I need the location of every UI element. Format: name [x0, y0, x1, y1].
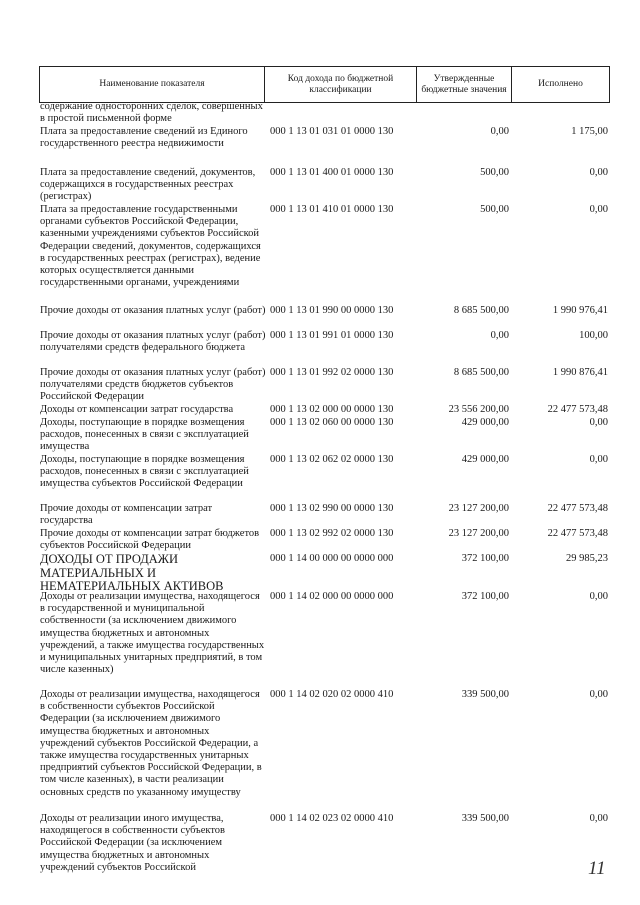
indicator-name: содержание односторонних сделок, совершенных в простой письменной форме [40, 101, 263, 125]
income-code: 000 1 14 02 000 00 0000 000 [270, 591, 394, 602]
executed-value: 22 477 573,48 [547, 404, 608, 415]
table-row [40, 528, 610, 553]
table-row [40, 689, 610, 813]
approved-value: 8 685 500,00 [453, 305, 509, 316]
table-row [40, 454, 610, 503]
income-code: 000 1 14 02 020 02 0000 410 [270, 689, 394, 700]
table-row [40, 305, 610, 330]
income-code: 000 1 14 00 000 00 0000 000 [270, 553, 394, 564]
header-indicator-name: Наименование показателя [40, 67, 265, 103]
executed-value: 0,00 [589, 591, 608, 602]
table-row [40, 330, 610, 367]
indicator-name: Доходы от реализации иного имущества, находящегося в собственности субъектов Российской Федерации (за исключением имущества бюджетных и автономных учреждений субъектов Российской [40, 813, 225, 873]
income-code: 000 1 13 02 060 00 0000 130 [270, 417, 394, 428]
income-code: 000 1 13 02 990 00 0000 130 [270, 503, 394, 514]
income-code: 000 1 13 01 031 01 0000 130 [270, 126, 394, 137]
executed-value: 22 477 573,48 [547, 528, 608, 539]
approved-value: 339 500,00 [461, 813, 509, 824]
table-row [40, 404, 610, 417]
indicator-name: Плата за предоставление сведений, документов, содержащихся в государственных реестрах (регистрах) [40, 167, 256, 203]
income-code: 000 1 13 01 992 02 0000 130 [270, 367, 394, 378]
header-income-code: Код дохода по бюджетной классификации [265, 67, 417, 103]
indicator-name: Доходы, поступающие в порядке возмещения расходов, понесенных в связи с эксплуатацией имущества субъектов Российской Федерации [40, 454, 249, 490]
table-row [40, 367, 610, 404]
executed-value: 1 175,00 [571, 126, 608, 137]
table-row [40, 417, 610, 454]
indicator-name: ДОХОДЫ ОТ ПРОДАЖИ МАТЕРИАЛЬНЫХ И НЕМАТЕРИАЛЬНЫХ АКТИВОВ [40, 552, 224, 593]
income-code: 000 1 13 01 400 01 0000 130 [270, 167, 394, 178]
indicator-name: Прочие доходы от оказания платных услуг (работ) получателями средств федерального бюджета [40, 330, 266, 354]
executed-value: 0,00 [589, 454, 608, 465]
executed-value: 0,00 [589, 689, 608, 700]
page-number: 11 [588, 858, 606, 879]
indicator-name: Плата за предоставление сведений из Единого государственного реестра недвижимости [40, 126, 248, 150]
approved-value: 23 127 200,00 [448, 528, 509, 539]
header-approved-values: Утвержденные бюджетные значения [417, 67, 512, 103]
income-code: 000 1 13 01 991 01 0000 130 [270, 330, 394, 341]
executed-value: 0,00 [589, 204, 608, 215]
executed-value: 1 990 976,41 [552, 305, 608, 316]
executed-value: 100,00 [579, 330, 608, 341]
table-body [40, 101, 610, 875]
table-header [39, 66, 610, 103]
income-code: 000 1 13 02 062 02 0000 130 [270, 454, 394, 465]
indicator-name: Доходы от компенсации затрат государства [40, 404, 234, 415]
income-code: 000 1 14 02 023 02 0000 410 [270, 813, 394, 824]
approved-value: 23 556 200,00 [448, 404, 509, 415]
table-row [40, 503, 610, 528]
table-row [40, 591, 610, 689]
indicator-name: Доходы от реализации имущества, находящегося в государственной и муниципальной собственности (за исключением движимого имущества бюджетных и автономных учреждений, а также имущества государственных и муниципальных унитарных предприятий, в том числе казенных) [40, 591, 265, 676]
executed-value: 0,00 [589, 417, 608, 428]
approved-value: 23 127 200,00 [448, 503, 509, 514]
executed-value: 0,00 [589, 167, 608, 178]
income-code: 000 1 13 01 990 00 0000 130 [270, 305, 394, 316]
approved-value: 372 100,00 [461, 591, 509, 602]
table-row [40, 553, 610, 591]
approved-value: 8 685 500,00 [453, 367, 509, 378]
income-code: 000 1 13 02 000 00 0000 130 [270, 404, 394, 415]
executed-value: 22 477 573,48 [547, 503, 608, 514]
approved-value: 372 100,00 [461, 553, 509, 564]
indicator-name: Прочие доходы от компенсации затрат государства [40, 503, 213, 527]
approved-value: 429 000,00 [461, 454, 509, 465]
indicator-name: Доходы от реализации имущества, находящегося в собственности субъектов Российской Федерации (за исключением движимого имущества бюджетных и автономных учреждений субъектов Российской Федерации, а также имущества государственных унитарных предприятий субъектов Российской Федерации, в том числе казенных), в части реализации основных средств по указанному имуществу [40, 689, 262, 798]
table-row [40, 204, 610, 305]
indicator-name: Доходы, поступающие в порядке возмещения расходов, понесенных в связи с эксплуатацией имущества [40, 417, 249, 453]
table-row [40, 167, 610, 204]
approved-value: 500,00 [480, 167, 509, 178]
approved-value: 339 500,00 [461, 689, 509, 700]
indicator-name: Прочие доходы от оказания платных услуг (работ) получателями средств бюджетов субъектов Российской Федерации [40, 367, 266, 403]
approved-value: 0,00 [490, 330, 509, 341]
executed-value: 1 990 876,41 [552, 367, 608, 378]
income-code: 000 1 13 01 410 01 0000 130 [270, 204, 394, 215]
income-code: 000 1 13 02 992 02 0000 130 [270, 528, 394, 539]
table-row [40, 126, 610, 167]
approved-value: 500,00 [480, 204, 509, 215]
table-row [40, 813, 610, 875]
approved-value: 429 000,00 [461, 417, 509, 428]
approved-value: 0,00 [490, 126, 509, 137]
indicator-name: Прочие доходы от оказания платных услуг (работ) [40, 305, 266, 316]
indicator-name: Плата за предоставление государственными органами субъектов Российской Федерации, казенными учреждениями субъектов Российской Федерации сведений, документов, содержащихся в государственных реестрах (регистрах), ведение которых осуществляется данными государственными органами, учреждениями [40, 204, 261, 289]
indicator-name: Прочие доходы от компенсации затрат бюджетов субъектов Российской Федерации [40, 528, 260, 552]
executed-value: 29 985,23 [566, 553, 608, 564]
executed-value: 0,00 [589, 813, 608, 824]
header-executed: Исполнено [512, 67, 610, 103]
table-row [40, 101, 610, 126]
